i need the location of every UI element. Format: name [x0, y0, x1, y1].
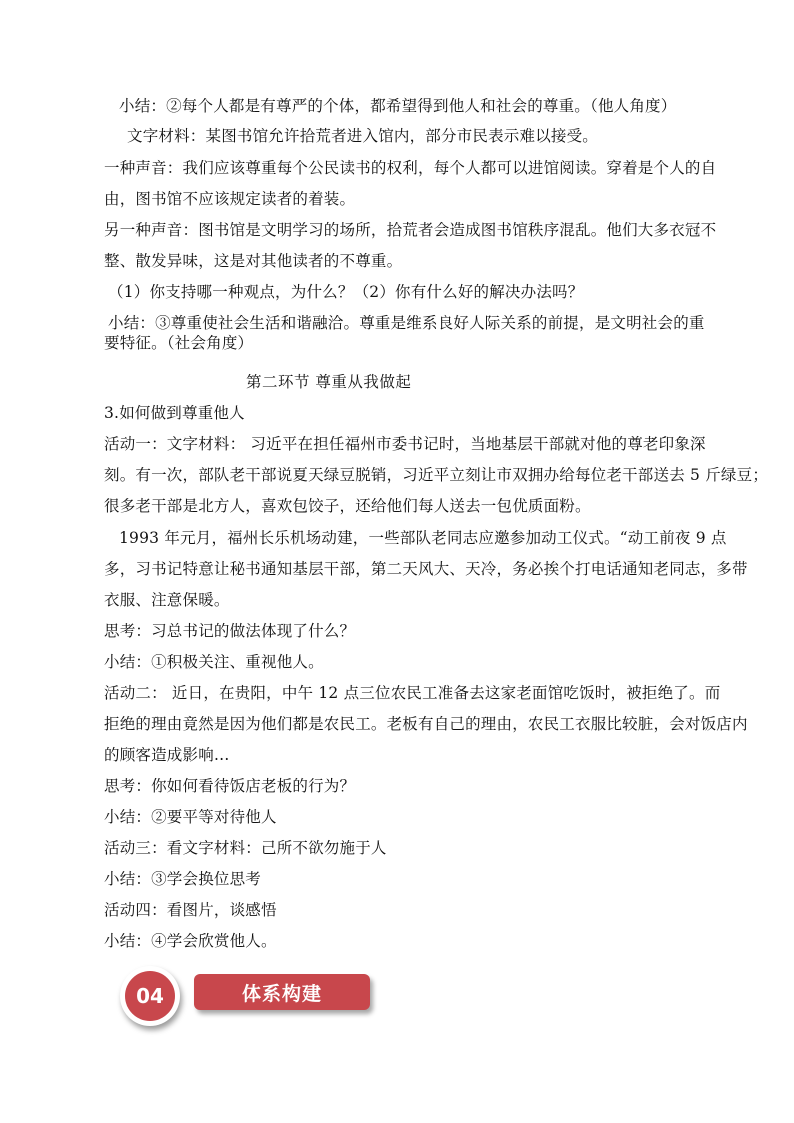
- paragraph-line: 整、散发异味，这是对其他读者的不尊重。: [104, 252, 403, 270]
- question-line: （1）你支持哪一种观点，为什么？（2）你有什么好的解决办法吗？: [108, 283, 584, 301]
- think-line: 思考：习总书记的做法体现了什么？: [104, 622, 356, 640]
- section-heading: 第二环节 尊重从我做起: [246, 373, 412, 391]
- paragraph-line: 拒绝的理由竟然是因为他们都是农民工。老板有自己的理由，农民工衣服比较脏，会对饭店内: [104, 715, 748, 733]
- paragraph-line: 要特征。（社会角度）: [104, 334, 254, 352]
- summary-3-line: 小结：③尊重使社会生活和谐融洽。尊重是维系良好人际关系的前提，是文明社会的重: [108, 314, 705, 332]
- paragraph-line: 很多老干部是北方人，喜欢包饺子，还给他们每人送去一包优质面粉。: [104, 497, 591, 515]
- text-material-line: 文字材料：某图书馆允许拾荒者进入馆内，部分市民表示难以接受。: [127, 127, 599, 145]
- summary-line: 小结：①积极关注、重视他人。: [104, 653, 324, 671]
- activity-1-line: 活动一：文字材料： 习近平在担任福州市委书记时，当地基层干部就对他的尊老印象深: [104, 435, 706, 453]
- section-number-circle: [120, 966, 180, 1026]
- paragraph-line: 一种声音：我们应该尊重每个公民读书的权利，每个人都可以进馆阅读。穿着是个人的自: [104, 159, 717, 177]
- activity-4-line: 活动四：看图片，谈感悟: [104, 901, 277, 919]
- section-number-label: 04: [125, 971, 175, 1021]
- section-title-banner: [194, 974, 370, 1010]
- section-title-label: 体系构建: [241, 982, 322, 1005]
- section-badge: [120, 966, 370, 1028]
- paragraph-line: 刻。有一次，部队老干部说夏天绿豆脱销，习近平立刻让市双拥办给每位老干部送去 5 斤绿豆；: [104, 466, 769, 484]
- summary-line: 小结：②要平等对待他人: [104, 808, 277, 826]
- paragraph-line: 多，习书记特意让秘书通知基层干部，第二天风大、天冷，务必挨个打电话通知老同志，多带: [104, 560, 748, 578]
- paragraph-line: 由，图书馆不应该规定读者的着装。: [104, 190, 356, 208]
- summary-2-line: 小结：②每个人都是有尊严的个体，都希望得到他人和社会的尊重。（他人角度）: [119, 97, 677, 115]
- summary-line: 小结：③学会换位思考: [104, 870, 262, 888]
- paragraph-line: 另一种声音：图书馆是文明学习的场所，拾荒者会造成图书馆秩序混乱。他们大多衣冠不: [104, 221, 717, 239]
- paragraph-line: 1993 年元月，福州长乐机场动建，一些部队老同志应邀参加动工仪式。“动工前夜 9 点: [119, 529, 727, 547]
- paragraph-line: 衣服、注意保暖。: [104, 591, 230, 609]
- subheading-line: 3.如何做到尊重他人: [104, 404, 245, 422]
- think-line: 思考：你如何看待饭店老板的行为？: [104, 777, 356, 795]
- summary-line: 小结：④学会欣赏他人。: [104, 932, 277, 950]
- activity-2-line: 活动二： 近日，在贵阳，中午 12 点三位农民工准备去这家老面馆吃饭时，被拒绝了。而: [104, 684, 721, 702]
- activity-3-line: 活动三：看文字材料：己所不欲勿施于人: [104, 839, 387, 857]
- paragraph-line: 的顾客造成影响…: [104, 746, 230, 764]
